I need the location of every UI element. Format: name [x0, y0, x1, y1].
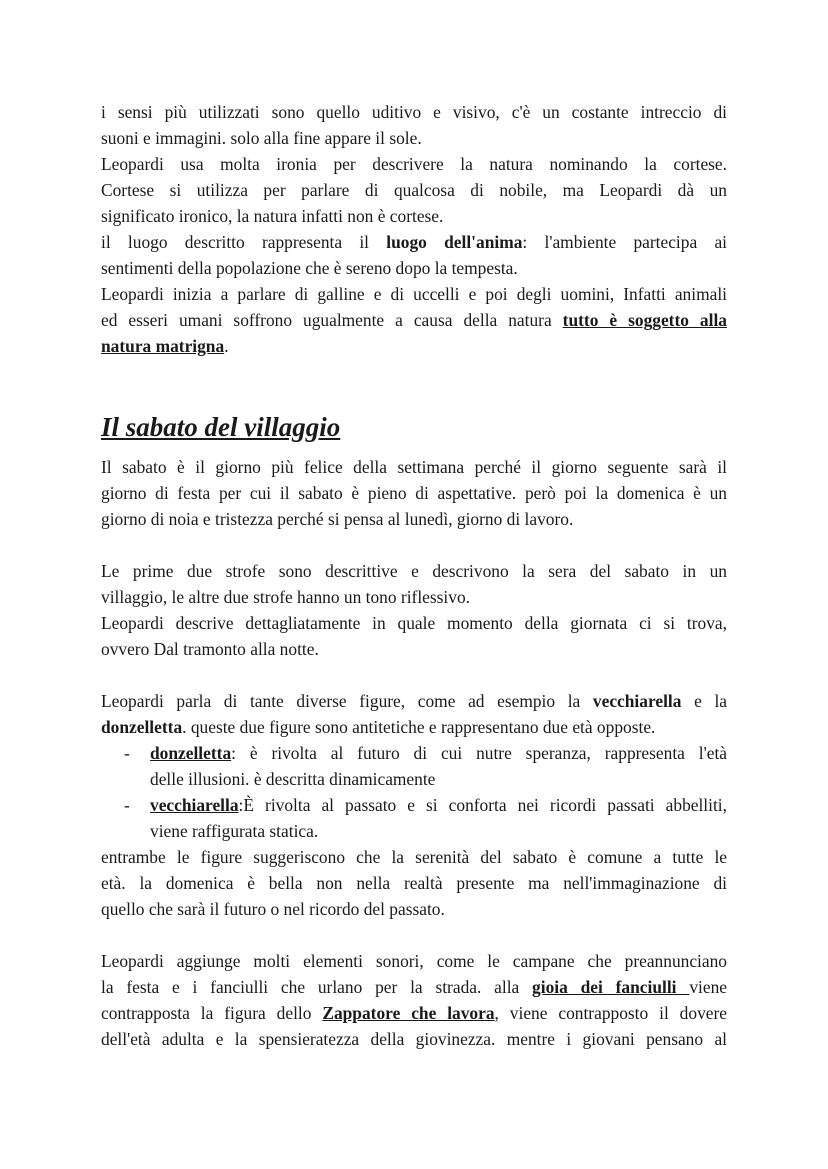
text-line [101, 974, 727, 1000]
list-bullet: - [124, 795, 130, 815]
list-item [150, 792, 727, 818]
text-line [101, 688, 727, 714]
text-span: viene [689, 977, 727, 997]
text-span: contrapposta la figura dello [101, 1003, 323, 1023]
text-span: , viene contrapposto il dovere [494, 1003, 727, 1023]
text-span: e la [681, 691, 727, 711]
text-span: Leopardi parla di tante diverse figure, come ad esempio la [101, 691, 593, 711]
text-span: :È rivolta al passato e si conforta nei ricordi passati abbelliti, [238, 795, 727, 815]
text-line: significato ironico, la natura infatti non è cortese. [101, 206, 444, 226]
text-line: i sensi più utilizzati sono quello uditivo e visivo, c'è un costante intreccio di [101, 102, 727, 122]
text-line: giorno di festa per cui il sabato è pieno di aspettative. però poi la domenica è un [101, 483, 727, 503]
text-line [101, 333, 727, 359]
text-line: sentimenti della popolazione che è sereno dopo la tempesta. [101, 258, 518, 278]
text-span: : è rivolta al futuro di cui nutre speranza, rappresenta l'età [231, 743, 727, 763]
bold-term: luogo dell'anima [386, 232, 523, 252]
section-heading: Il sabato del villaggio [101, 412, 341, 442]
text-line: Leopardi usa molta ironia per descrivere la natura nominando la cortese. [101, 154, 727, 174]
list-item-continuation: delle illusioni. è descritta dinamicamente [150, 769, 436, 789]
text-line: quello che sarà il futuro o nel ricordo del passato. [101, 899, 445, 919]
text-line: Le prime due strofe sono descrittive e descrivono la sera del sabato in un [101, 561, 727, 581]
text-line: età. la domenica è bella non nella realtà presente ma nell'immaginazione di [101, 873, 727, 893]
text-line: Leopardi inizia a parlare di galline e di uccelli e poi degli uomini, Infatti animali [101, 284, 727, 304]
text-line [101, 714, 727, 740]
text-line: Cortese si utilizza per parlare di qualcosa di nobile, ma Leopardi dà un [101, 180, 727, 200]
text-line: entrambe le figure suggeriscono che la serenità del sabato è comune a tutte le [101, 847, 727, 867]
bold-underlined-term: gioia dei fanciulli [532, 977, 690, 997]
bold-underlined-term: tutto è soggetto alla [562, 310, 727, 330]
text-span: ed esseri umani soffrono ugualmente a causa della natura [101, 310, 563, 330]
list-bullet: - [124, 743, 130, 763]
text-line: dell'età adulta e la spensieratezza della giovinezza. mentre i giovani pensano al [101, 1029, 727, 1049]
text-span: . queste due figure sono antitetiche e rappresentano due età opposte. [182, 717, 656, 737]
bold-term: donzelletta [101, 717, 183, 737]
text-span: il luogo descritto rappresenta il [101, 232, 387, 252]
bold-underlined-term: natura matrigna [101, 336, 225, 356]
text-line [101, 307, 727, 333]
text-line: giorno di noia e tristezza perché si pensa al lunedì, giorno di lavoro. [101, 509, 574, 529]
text-line [101, 229, 727, 255]
bold-term: vecchiarella [592, 691, 682, 711]
bold-underlined-term: vecchiarella [150, 795, 239, 815]
text-line: suoni e immagini. solo alla fine appare il sole. [101, 128, 422, 148]
text-line: Il sabato è il giorno più felice della settimana perché il giorno seguente sarà il [101, 457, 727, 477]
list-item-continuation: viene raffigurata statica. [150, 821, 319, 841]
list-item [150, 740, 727, 766]
bold-underlined-term: Zappatore che lavora [322, 1003, 495, 1023]
text-line: villaggio, le altre due strofe hanno un tono riflessivo. [101, 587, 470, 607]
text-line: ovvero Dal tramonto alla notte. [101, 639, 319, 659]
text-line [101, 1000, 727, 1026]
text-span: : l'ambiente partecipa ai [522, 232, 727, 252]
text-span: . [224, 336, 229, 356]
text-line: Leopardi descrive dettagliatamente in quale momento della giornata ci si trova, [101, 613, 727, 633]
text-line: Leopardi aggiunge molti elementi sonori, come le campane che preannunciano [101, 951, 727, 971]
text-span: la festa e i fanciulli che urlano per la strada. alla [101, 977, 533, 997]
bold-underlined-term: donzelletta [150, 743, 232, 763]
